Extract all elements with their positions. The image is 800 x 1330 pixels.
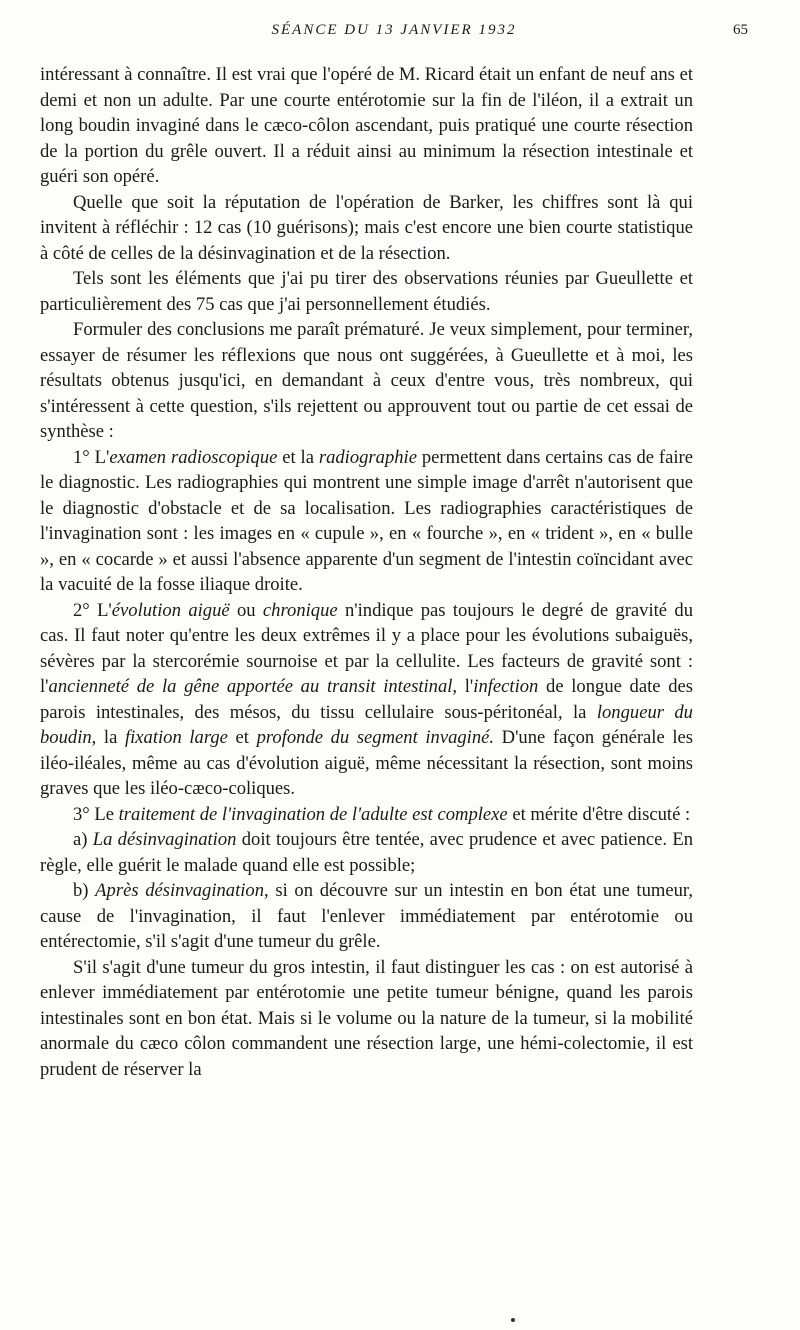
text-run: 3° Le — [73, 803, 119, 825]
body-text — [40, 62, 693, 1082]
paragraph — [40, 878, 693, 955]
text-run: 2° L' — [73, 599, 112, 621]
text-run: b) — [73, 880, 96, 901]
text-run: Formuler des conclusions me paraît prématuré. Je veux simplement, pour terminer, essayer de résumer les réflexions que nous ont suggérées, à Gueullette et à moi, les résultats obtenus jusqu'ici, en demandant à ceux d'entre vous, très nombreux, qui s'intéressent à cette question, s'ils rejettent ou approuvent tout ou partie de cet essai de synthèse : — [40, 319, 693, 442]
paragraph — [40, 62, 693, 190]
ink-dot — [511, 1318, 515, 1322]
paragraph — [40, 317, 693, 445]
italic-text: profonde du segment invaginé. — [256, 727, 495, 748]
paragraph — [40, 598, 693, 802]
text-run: intéressant à connaître. Il est vrai que l'opéré de M. Ricard était un enfant de neuf ans et demi et non un adulte. Par une courte entérotomie sur la fin de l'iléon, il a extrait un long boudin invaginé dans le cæco-côlon ascendant, puis pratiqué une courte résection de la portion du grêle ouvert. Il a réduit ainsi au minimum la résection intestinale et guéri son opéré. — [40, 64, 693, 187]
paragraph — [40, 445, 693, 598]
italic-text: longueur du boudin — [40, 701, 693, 748]
text-run: et mérite d'être discuté : — [507, 803, 691, 825]
page-number: 65 — [733, 22, 748, 38]
italic-text: évolution aiguë — [111, 599, 230, 621]
text-run: Tels sont les éléments que j'ai pu tirer des observations réunies par Gueullette et particulièrement des 75 cas que j'ai personnellement étudiés. — [40, 268, 693, 315]
italic-text: chronique — [262, 599, 338, 621]
text-run: ou — [229, 599, 263, 621]
text-run: , la — [91, 727, 125, 748]
paragraph — [40, 190, 693, 267]
italic-text: radiographie — [318, 446, 417, 468]
text-run: doit toujours être tentée, avec prudence et avec patience. En règle, elle guérit le malade quand elle est possible; — [40, 829, 693, 876]
italic-text: examen radioscopique — [109, 446, 278, 468]
paragraph — [40, 802, 693, 828]
text-run: n'indique pas toujours le degré de gravité du cas. Il faut noter qu'entre les deux extrêmes il y a place pour les évolutions subaiguës, sévères par la stercorémie sournoise et par la cellulite. Les facteurs de gravité sont : l' — [40, 599, 693, 697]
text-run: de longue date des parois intestinales, des mésos, du tissu cellulaire sous-péritonéal, la — [40, 676, 693, 723]
paragraph — [40, 827, 693, 878]
text-run: S'il s'agit d'une tumeur du gros intestin, il faut distinguer les cas : on est autorisé à enlever immédiatement par entérotomie une petite tumeur bénigne, quand les parois intestinales sont en bon état. Mais si le volume ou la nature de la tumeur, si la mobilité anormale du cæco côlon commandent une résection large, une hémi-colectomie, il est prudent de réserver la — [40, 956, 693, 1080]
text-run: Quelle que soit la réputation de l'opération de Barker, les chiffres sont là qui invitent à réfléchir : 12 cas (10 guérisons); mais c'est encore une bien courte statistique à côté de celles de la désinvagination et de la résection. — [40, 191, 693, 264]
italic-text: La désinvagination — [92, 829, 237, 850]
text-run: 1° L' — [73, 446, 110, 468]
text-run: et — [227, 727, 257, 748]
running-title: SÉANCE DU 13 JANVIER 1932 — [271, 22, 517, 38]
italic-text: infection — [473, 676, 539, 697]
text-run: , l' — [452, 676, 474, 697]
text-run: et la — [277, 446, 319, 468]
text-run: , si on découvre sur un intestin en bon état une tumeur, cause de l'invagination, il faut l'enlever immédiatement par entérotomie ou entérectomie, s'il s'agit d'une tumeur du grêle. — [40, 880, 693, 952]
text-run: a) — [73, 829, 93, 850]
italic-text: fixation large — [124, 727, 228, 748]
paragraph — [40, 955, 693, 1083]
italic-text: ancienneté de la gêne apportée au transit intestinal — [48, 676, 453, 697]
text-run: D'une façon générale les iléo-iléales, même au cas d'évolution aiguë, même nécessitant la résection, sont moins graves que les iléo-cæco-coliques. — [40, 727, 693, 799]
italic-text: traitement de l'invagination de l'adulte est complexe — [118, 803, 508, 825]
running-head — [40, 22, 748, 46]
text-run: permettent dans certains cas de faire le diagnostic. Les radiographies qui montrent une simple image d'arrêt n'autorisent que le diagnostic d'obstacle et de sa localisation. Les radiographies caractéristiques de l'invagination sont : les images en « cupule », en « fourche », en « trident », en « bulle », en « cocarde » et aussi l'absence apparente d'un segment de l'intestin coïncidant avec la vacuité de la fosse iliaque droite. — [40, 446, 693, 595]
italic-text: Après désinvagination — [95, 880, 265, 901]
paragraph — [40, 266, 693, 317]
